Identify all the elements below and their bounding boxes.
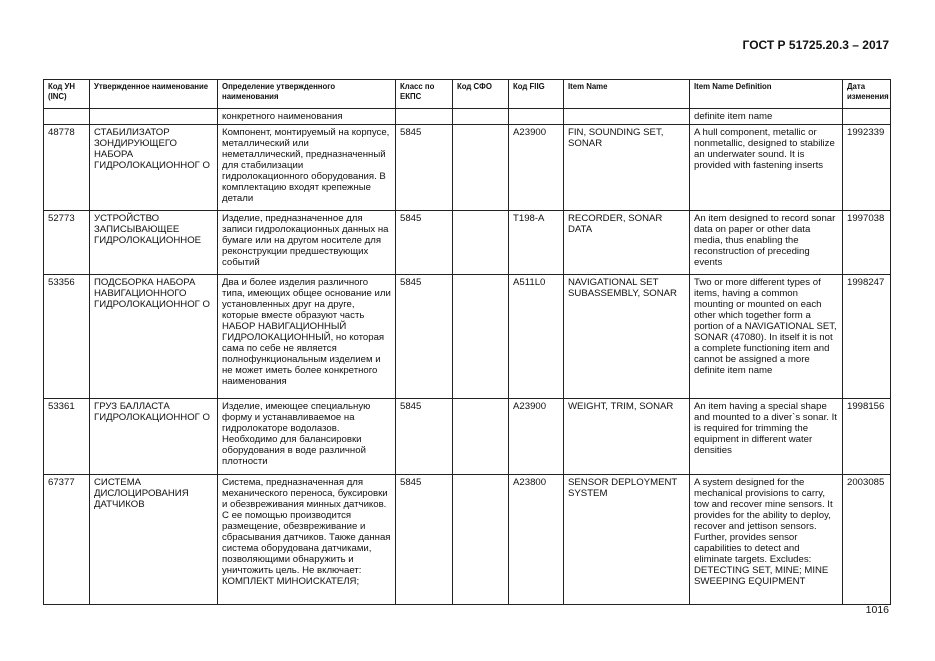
cell-sfo: [453, 211, 509, 275]
item-name-table: [43, 79, 891, 605]
table-row: [44, 399, 891, 475]
continuation-row: [44, 109, 891, 125]
cell-date: 1998156: [843, 399, 891, 475]
cell-definition-ru: Компонент, монтируемый на корпусе, металлический или неметаллический, предназначенный для стабилизации гидролокационного оборудования. В комплектацию входят крепежные детали: [218, 125, 396, 211]
standard-title: ГОСТ Р 51725.20.3 – 2017: [742, 38, 889, 52]
cell-definition-en: An item having a special shape and mounted to a diver`s sonar. It is required for trimming the equipment in different water densities: [690, 399, 843, 475]
cell-ekps: 5845: [396, 399, 453, 475]
table-row: [44, 125, 891, 211]
cell-name-ru: СИСТЕМА ДИСЛОЦИРОВАНИЯ ДАТЧИКОВ: [90, 475, 218, 605]
col-header-date: Дата изменения: [843, 80, 891, 109]
cell-definition-en: A system designed for the mechanical provisions to carry, tow and recover mine sensors. It provides for the ability to deploy, recover and jettison sensors. Further, provides sensor capabilities to detect and eliminate targets. Excludes: DETECTING SET, MINE; MINE SWEEPING EQUIPMENT: [690, 475, 843, 605]
cell-date: 2003085: [843, 475, 891, 605]
cell-inc: 53361: [44, 399, 90, 475]
cell-item-name: RECORDER, SONAR DATA: [564, 211, 690, 275]
table-row: [44, 475, 891, 605]
col-header-ekps: Класс по ЕКПС: [396, 80, 453, 109]
cell-name-ru: ПОДСБОРКА НАБОРА НАВИГАЦИОННОГО ГИДРОЛОКАЦИОННОГ О: [90, 275, 218, 399]
cell-fiig: T198-A: [509, 211, 564, 275]
cell-inc: 53356: [44, 275, 90, 399]
cell-date: 1992339: [843, 125, 891, 211]
table-header-row: [44, 80, 891, 109]
cell-definition-en: An item designed to record sonar data on paper or other data media, thus enabling the reconstruction of preceding events: [690, 211, 843, 275]
cell-fiig: A23900: [509, 399, 564, 475]
cell-fiig: A23800: [509, 475, 564, 605]
cell-definition-ru: Изделие, предназначенное для записи гидролокационных данных на бумаге или на другом носителе для реконструкции предшествующих событий: [218, 211, 396, 275]
cell-inc: 52773: [44, 211, 90, 275]
continuation-definition-en: definite item name: [690, 109, 843, 125]
cell-item-name: SENSOR DEPLOYMENT SYSTEM: [564, 475, 690, 605]
cell-ekps: 5845: [396, 211, 453, 275]
cell-inc: 48778: [44, 125, 90, 211]
cell-definition-en: A hull component, metallic or nonmetallic, designed to stabilize an underwater sound. It is provided with fastening inserts: [690, 125, 843, 211]
cell-ekps: 5845: [396, 125, 453, 211]
continuation-definition-ru: конкретного наименования: [218, 109, 396, 125]
page-number: 1016: [865, 604, 889, 616]
cell-sfo: [453, 275, 509, 399]
col-header-name-ru: Утвержденное наименование: [90, 80, 218, 109]
cell-definition-en: Two or more different types of items, having a common mounting or mounted on each other which together form a portion of a NAVIGATIONAL SET, SONAR (47080). In itself it is not a complete functioning item and cannot be assigned a more definite item name: [690, 275, 843, 399]
cell-name-ru: УСТРОЙСТВО ЗАПИСЫВАЮЩЕЕ ГИДРОЛОКАЦИОННОЕ: [90, 211, 218, 275]
col-header-fiig: Код FIIG: [509, 80, 564, 109]
cell-name-ru: СТАБИЛИЗАТОР ЗОНДИРУЮЩЕГО НАБОРА ГИДРОЛОКАЦИОННОГ О: [90, 125, 218, 211]
col-header-inc: Код УН (INC): [44, 80, 90, 109]
cell-date: 1998247: [843, 275, 891, 399]
table-row: [44, 211, 891, 275]
cell-definition-ru: Изделие, имеющее специальную форму и устанавливаемое на гидролокаторе водолазов. Необходимо для балансировки оборудования в воде различной плотности: [218, 399, 396, 475]
cell-item-name: FIN, SOUNDING SET, SONAR: [564, 125, 690, 211]
table-row: [44, 275, 891, 399]
col-header-sfo: Код СФО: [453, 80, 509, 109]
col-header-item-name-definition: Item Name Definition: [690, 80, 843, 109]
cell-name-ru: ГРУЗ БАЛЛАСТА ГИДРОЛОКАЦИОННОГ О: [90, 399, 218, 475]
cell-date: 1997038: [843, 211, 891, 275]
cell-item-name: NAVIGATIONAL SET SUBASSEMBLY, SONAR: [564, 275, 690, 399]
cell-definition-ru: Два и более изделия различного типа, имеющих общее основание или установленных друг на друге, которые вместе образуют часть НАБОР НАВИГАЦИОННЫЙ ГИДРОЛОКАЦИОННЫЙ, но которая сама по себе не является полнофункциональным изделием и не может иметь более конкретного наименования: [218, 275, 396, 399]
cell-fiig: A511L0: [509, 275, 564, 399]
col-header-item-name: Item Name: [564, 80, 690, 109]
cell-definition-ru: Система, предназначенная для механического переноса, буксировки и обезвреживания минных датчиков. С ее помощью производится размещение, обезвреживание и сбрасывания датчиков. Также данная система оборудована датчиками, позволяющими обнаружить и уничтожить цель. Не включает: КОМПЛЕКТ МИНОИСКАТЕЛЯ;: [218, 475, 396, 605]
cell-fiig: A23900: [509, 125, 564, 211]
cell-item-name: WEIGHT, TRIM, SONAR: [564, 399, 690, 475]
cell-ekps: 5845: [396, 275, 453, 399]
col-header-definition-ru: Определение утвержденного наименования: [218, 80, 396, 109]
cell-ekps: 5845: [396, 475, 453, 605]
cell-sfo: [453, 125, 509, 211]
cell-sfo: [453, 399, 509, 475]
cell-inc: 67377: [44, 475, 90, 605]
cell-sfo: [453, 475, 509, 605]
